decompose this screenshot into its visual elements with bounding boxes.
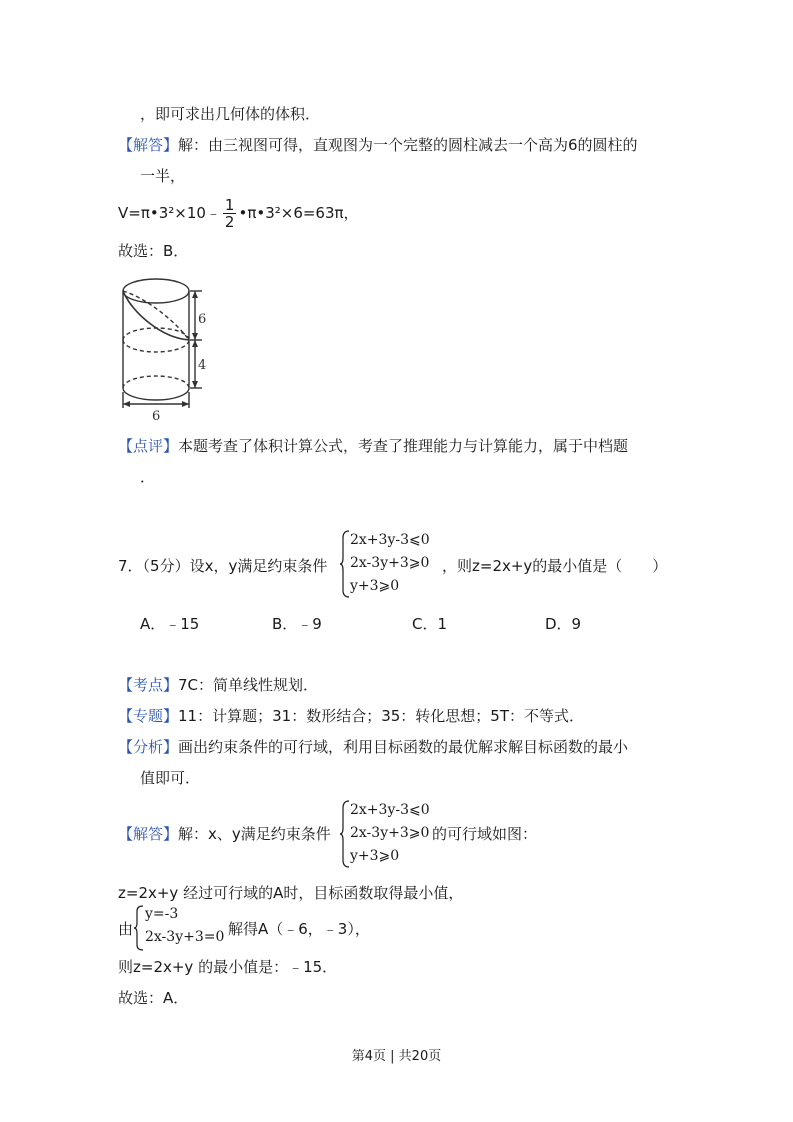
- fraction-half: [223, 197, 237, 230]
- solve-result: 解得A（﹣6，﹣3），: [228, 920, 370, 938]
- you-label: 由: [118, 920, 134, 938]
- fenxi-text: 画出约束条件的可行域，利用目标函数的最优解求解目标函数的最小: [178, 738, 629, 756]
- option-a[interactable]: A．﹣15: [140, 615, 200, 633]
- constraint-3: y+3⩾0: [350, 578, 400, 594]
- label-height-6: 6: [198, 312, 207, 327]
- min-value-line: 则z=2x+y 的最小值是：﹣15．: [118, 958, 338, 976]
- zhuanti-tag: 【专题】: [118, 707, 179, 725]
- comment-text-line2: ．: [140, 468, 156, 486]
- solve-eq-2: 2x-3y+3=0: [145, 929, 225, 945]
- label-diameter-6: 6: [152, 409, 161, 424]
- option-d[interactable]: D．9: [545, 615, 582, 633]
- q7-choice: 故选：A．: [118, 989, 189, 1007]
- formula-right: •π•3²×6=63π，: [238, 204, 359, 222]
- fenxi-tag: 【分析】: [118, 738, 179, 756]
- zhuanti-paragraph: [118, 705, 584, 726]
- q6-choice: 故选：B．: [118, 242, 189, 260]
- answer-tag: 【解答】: [118, 136, 179, 154]
- jieda-constraint-brace: [340, 800, 350, 868]
- jieda-constraint-3: y+3⩾0: [350, 848, 400, 864]
- q7-stem-before: 7．（5分）设x，y满足约束条件: [118, 557, 328, 575]
- comment-text: 本题考查了体积计算公式，考查了推理能力与计算能力，属于中档题: [178, 437, 629, 455]
- fraction-denominator: 2: [224, 213, 235, 231]
- comment-tag: 【点评】: [118, 437, 179, 455]
- kaodian-paragraph: [118, 674, 318, 695]
- answer-text: 解：由三视图可得，直观图为一个完整的圆柱减去一个高为6的圆柱的: [178, 136, 638, 154]
- solve-brace: [134, 905, 144, 951]
- jieda-after: 的可行域如图：: [432, 825, 538, 843]
- intro-line: ，即可求出几何体的体积．: [140, 105, 321, 123]
- constraint-2: 2x-3y+3⩾0: [350, 555, 430, 571]
- volume-formula: [118, 195, 359, 231]
- option-c[interactable]: C．1: [412, 615, 448, 633]
- constraint-brace: [340, 530, 350, 598]
- jieda-constraint-2: 2x-3y+3⩾0: [350, 825, 430, 841]
- zhuanti-text: 11：计算题；31：数形结合；35：转化思想；5T：不等式．: [178, 707, 584, 725]
- kaodian-tag: 【考点】: [118, 676, 179, 694]
- label-height-4: 4: [198, 358, 207, 373]
- fenxi-text-line2: 值即可．: [140, 769, 201, 787]
- fraction-numerator: 1: [224, 196, 235, 214]
- fenxi-paragraph: [118, 736, 628, 757]
- kaodian-text: 7C：简单线性规划．: [178, 676, 319, 694]
- jieda-paragraph: [118, 823, 331, 844]
- constraint-1: 2x+3y-3⩽0: [350, 532, 430, 548]
- jieda-text: 解：x、y满足约束条件: [178, 825, 331, 843]
- cylinder-figure: [112, 268, 222, 428]
- cylinder-top-ellipse: [123, 279, 189, 303]
- jieda-tag: 【解答】: [118, 825, 179, 843]
- comment-paragraph: [118, 435, 628, 456]
- z-line: z=2x+y 经过可行域的A时，目标函数取得最小值，: [118, 884, 464, 902]
- formula-left: V=π•3²×10﹣: [118, 204, 221, 222]
- solve-eq-1: y=-3: [145, 906, 179, 922]
- answer-text-line2: 一半，: [140, 167, 186, 185]
- answer-paragraph: [118, 134, 638, 155]
- option-b[interactable]: B．﹣9: [272, 615, 322, 633]
- page-footer: 第4页 | 共20页: [351, 1049, 442, 1064]
- jieda-constraint-1: 2x+3y-3⩽0: [350, 802, 430, 818]
- q7-stem-after: ，则z=2x+y的最小值是（ ）: [442, 557, 668, 575]
